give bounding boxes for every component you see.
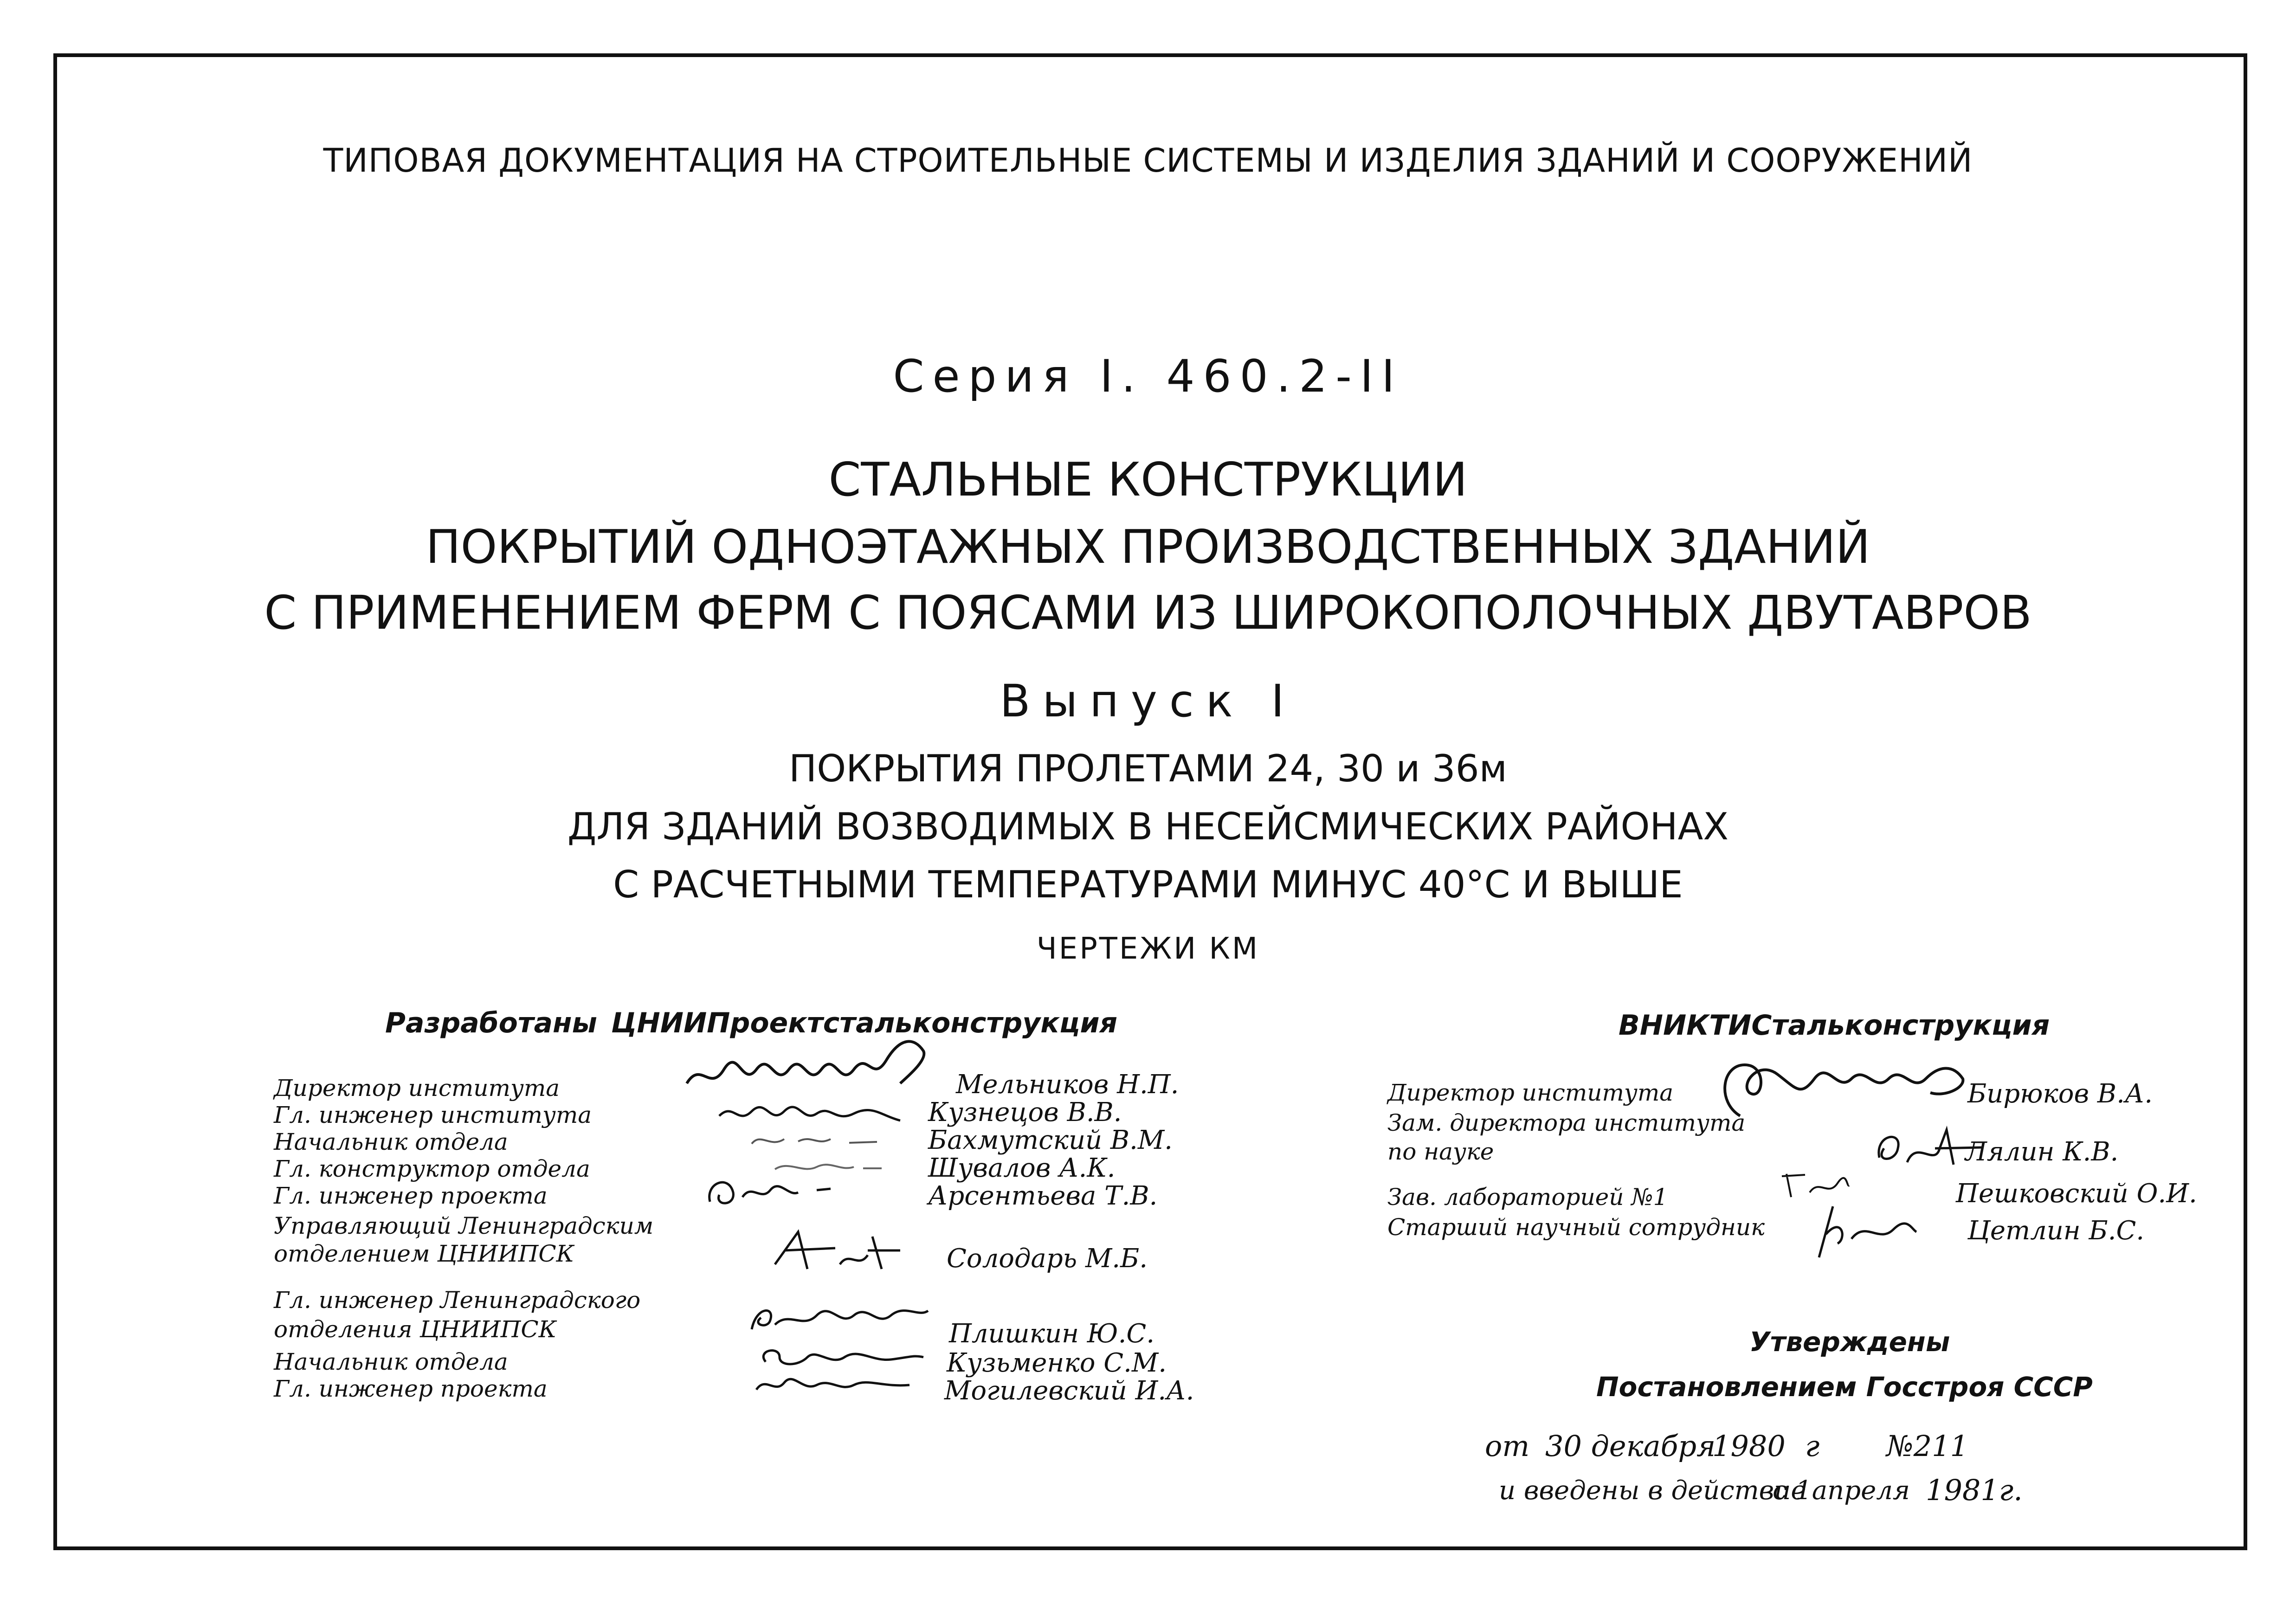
approval-year-suffix: г bbox=[1805, 1429, 1820, 1463]
subtitle-line-2: ДЛЯ ЗДАНИЙ ВОЗВОДИМЫХ В НЕСЕЙСМИЧЕСКИХ РАЙОНАХ bbox=[567, 805, 1729, 848]
signature-arsentyeva bbox=[701, 1169, 840, 1216]
right-role-1: Директор института bbox=[1387, 1079, 1674, 1106]
left-name-2: Кузнецов В.В. bbox=[928, 1097, 1122, 1127]
title-line-3: С ПРИМЕНЕНИЕМ ФЕРМ С ПОЯСАМИ ИЗ ШИРОКОПОЛОЧНЫХ ДВУТАВРОВ bbox=[264, 586, 2032, 640]
series-number: Серия I. 460.2-II bbox=[893, 350, 1403, 402]
right-role-3: Зав. лабораторией №1 bbox=[1387, 1184, 1668, 1211]
title-line-2: ПОКРЫТИЙ ОДНОЭТАЖНЫХ ПРОИЗВОДСТВЕННЫХ ЗДАНИЙ bbox=[426, 520, 1870, 574]
left-role-7b: отделения ЦНИИПСК bbox=[274, 1316, 557, 1343]
left-role-9: Гл. инженер проекта bbox=[274, 1375, 548, 1402]
subtitle-line-1: ПОКРЫТИЯ ПРОЛЕТАМИ 24, 30 и 36м bbox=[789, 747, 1507, 790]
right-role-2b: по науке bbox=[1387, 1138, 1494, 1165]
approval-year: 1980 bbox=[1712, 1429, 1786, 1463]
approval-effective-year: 1981г. bbox=[1926, 1473, 2023, 1507]
left-role-6b: отделением ЦНИИПСК bbox=[274, 1240, 574, 1267]
drawings-label: ЧЕРТЕЖИ КМ bbox=[1036, 932, 1260, 966]
title-line-1: СТАЛЬНЫЕ КОНСТРУКЦИИ bbox=[828, 452, 1468, 507]
left-role-5: Гл. инженер проекта bbox=[274, 1182, 548, 1209]
signature-tsetlin bbox=[1800, 1197, 1921, 1262]
approval-number: №211 bbox=[1886, 1429, 1969, 1463]
left-name-3: Бахмутский В.М. bbox=[928, 1125, 1173, 1155]
right-role-4: Старший научный сотрудник bbox=[1387, 1214, 1765, 1241]
left-role-4: Гл. конструктор отдела bbox=[274, 1155, 590, 1182]
header-text: ТИПОВАЯ ДОКУМЕНТАЦИЯ НА СТРОИТЕЛЬНЫЕ СИСТЕМЫ И ИЗДЕЛИЯ ЗДАНИЙ И СООРУЖЕНИЙ bbox=[323, 142, 1973, 180]
left-name-6: Солодарь М.Б. bbox=[947, 1243, 1148, 1274]
developed-by-label: Разработаны bbox=[385, 1007, 597, 1039]
left-role-8: Начальник отдела bbox=[274, 1348, 508, 1375]
left-name-9: Могилевский И.А. bbox=[944, 1376, 1194, 1406]
approval-by: Постановлением Госстроя СССР bbox=[1596, 1371, 2093, 1403]
subtitle-line-3: С РАСЧЕТНЫМИ ТЕМПЕРАТУРАМИ МИНУС 40°С И ВЫШЕ bbox=[613, 863, 1683, 906]
issue-number: Выпуск I bbox=[1000, 675, 1296, 727]
signature-mogilevsky bbox=[752, 1371, 919, 1399]
right-name-2: Лялин К.В. bbox=[1965, 1137, 2119, 1167]
approval-title: Утверждены bbox=[1749, 1326, 1950, 1358]
approval-date-prefix: от bbox=[1485, 1429, 1530, 1463]
signature-solodar bbox=[766, 1223, 905, 1278]
approval-effective-from: с 1апреля bbox=[1773, 1475, 1910, 1506]
left-role-6a: Управляющий Ленинградским bbox=[274, 1212, 654, 1239]
left-name-4: Шувалов А.К. bbox=[928, 1153, 1116, 1183]
right-name-4: Цетлин Б.С. bbox=[1967, 1216, 2145, 1246]
right-name-1: Бирюков В.А. bbox=[1967, 1079, 2153, 1109]
left-role-7a: Гл. инженер Ленинградского bbox=[274, 1287, 641, 1314]
left-role-2: Гл. инженер института bbox=[274, 1102, 592, 1128]
left-role-3: Начальник отдела bbox=[274, 1128, 508, 1155]
signature-bakhmutsky bbox=[747, 1125, 886, 1153]
signature-kuzmenko bbox=[752, 1341, 928, 1373]
left-name-8: Кузьменко С.М. bbox=[947, 1348, 1167, 1378]
left-name-5: Арсентьева Т.В. bbox=[928, 1181, 1158, 1211]
right-role-2a: Зам. директора института bbox=[1387, 1109, 1746, 1136]
signature-biryukov bbox=[1712, 1046, 1972, 1130]
approval-effective: и введены в действие bbox=[1499, 1475, 1806, 1506]
signature-melnikov bbox=[682, 1032, 933, 1097]
approval-date: 30 декабря bbox=[1545, 1429, 1716, 1463]
left-name-1: Мельников Н.П. bbox=[956, 1069, 1179, 1100]
right-name-3: Пешковский О.И. bbox=[1956, 1179, 2197, 1209]
second-org: ВНИКТИСтальконструкция bbox=[1619, 1009, 2050, 1042]
signature-lyalin bbox=[1865, 1121, 1986, 1176]
developer-org: ЦНИИПроектстальконструкция bbox=[611, 1007, 1118, 1039]
signature-plishkin bbox=[742, 1297, 937, 1343]
left-role-1: Директор института bbox=[274, 1075, 560, 1102]
left-name-7: Плишкин Ю.С. bbox=[949, 1319, 1155, 1349]
